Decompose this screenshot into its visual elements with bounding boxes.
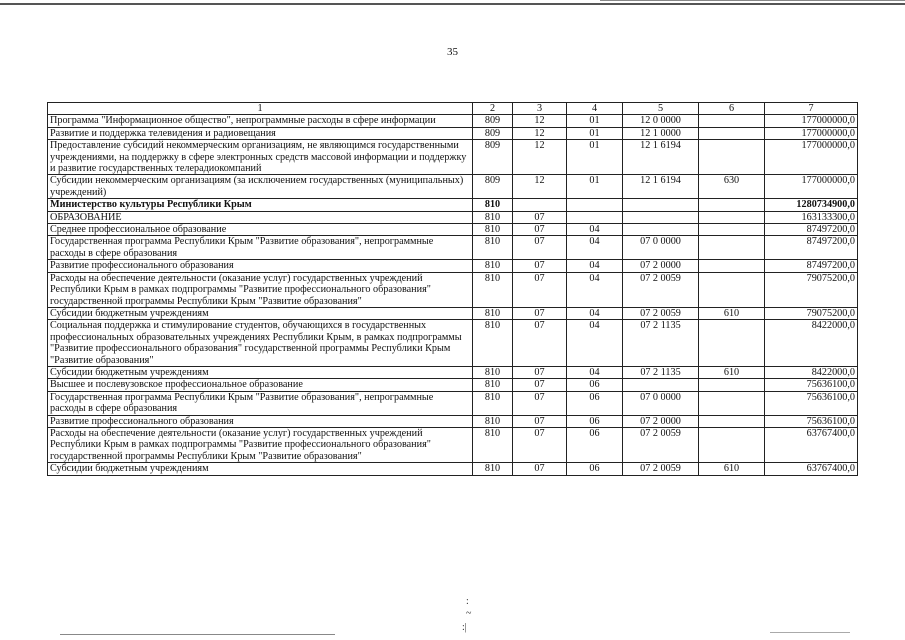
row-name-cell: Расходы на обеспечение деятельности (оказание услуг) государственных учреждений Республики Крым в рамках подпрограммы "Развитие профессионального образования" государственной программы Республики Крым "Развитие образования"	[48, 272, 473, 307]
amount-cell: 79075200,0	[765, 272, 858, 307]
row-name-cell: Министерство культуры Республики Крым	[48, 199, 473, 211]
row-name-cell: Государственная программа Республики Крым "Развитие образования", непрограммные расходы в сфере образования	[48, 236, 473, 260]
target-article-cell: 07 2 0059	[623, 463, 699, 475]
section-code-cell: 12	[513, 140, 567, 175]
expense-type-cell	[699, 260, 765, 272]
amount-cell: 177000000,0	[765, 140, 858, 175]
scan-artifact: :|	[462, 622, 467, 633]
table-row	[48, 115, 858, 127]
amount-cell: 75636100,0	[765, 415, 858, 427]
subsection-code-cell: 06	[567, 427, 623, 462]
table-header-row	[48, 103, 858, 115]
budget-table	[47, 102, 858, 476]
target-article-cell: 07 2 0000	[623, 415, 699, 427]
amount-cell: 75636100,0	[765, 391, 858, 415]
target-article-cell: 12 1 6194	[623, 175, 699, 199]
target-article-cell: 07 2 0059	[623, 272, 699, 307]
subsection-code-cell: 04	[567, 366, 623, 378]
subsection-code-cell: 06	[567, 391, 623, 415]
bottom-rule	[60, 634, 335, 635]
table-row	[48, 140, 858, 175]
section-code-cell: 12	[513, 127, 567, 139]
target-article-cell: 07 2 0000	[623, 260, 699, 272]
target-article-cell: 07 0 0000	[623, 391, 699, 415]
table-row	[48, 415, 858, 427]
header-cell: 6	[699, 103, 765, 115]
table-row	[48, 199, 858, 211]
expense-type-cell: 610	[699, 463, 765, 475]
table-row	[48, 224, 858, 236]
header-cell: 5	[623, 103, 699, 115]
subsection-code-cell: 06	[567, 379, 623, 391]
row-name-cell: Предоставление субсидий некоммерческим организациям, не являющимся государственными учреждениями, на поддержку в сфере электронных средств массовой информации и поддержку и развитие государственных телерадиокомпаний	[48, 140, 473, 175]
main-admin-code-cell: 809	[473, 127, 513, 139]
table-row	[48, 272, 858, 307]
section-code-cell: 12	[513, 115, 567, 127]
amount-cell: 87497200,0	[765, 224, 858, 236]
header-cell: 1	[48, 103, 473, 115]
section-code-cell: 12	[513, 175, 567, 199]
bottom-rule-right	[770, 632, 850, 633]
section-code-cell: 07	[513, 415, 567, 427]
section-code-cell: 07	[513, 391, 567, 415]
amount-cell: 177000000,0	[765, 127, 858, 139]
row-name-cell: Расходы на обеспечение деятельности (оказание услуг) государственных учреждений Республики Крым в рамках подпрограммы "Развитие профессионального образования" государственной программы Республики Крым "Развитие образования"	[48, 427, 473, 462]
expense-type-cell	[699, 236, 765, 260]
target-article-cell: 07 2 1135	[623, 366, 699, 378]
target-article-cell: 07 2 0059	[623, 307, 699, 319]
expense-type-cell: 630	[699, 175, 765, 199]
subsection-code-cell: 06	[567, 415, 623, 427]
row-name-cell: Субсидии бюджетным учреждениям	[48, 366, 473, 378]
expense-type-cell	[699, 391, 765, 415]
section-code-cell: 07	[513, 224, 567, 236]
target-article-cell: 12 0 0000	[623, 115, 699, 127]
expense-type-cell	[699, 379, 765, 391]
amount-cell: 1280734900,0	[765, 199, 858, 211]
table-row	[48, 320, 858, 367]
section-code-cell	[513, 199, 567, 211]
page-number: 35	[447, 46, 458, 58]
table-row	[48, 175, 858, 199]
target-article-cell	[623, 224, 699, 236]
row-name-cell: Среднее профессиональное образование	[48, 224, 473, 236]
amount-cell: 75636100,0	[765, 379, 858, 391]
expense-type-cell	[699, 427, 765, 462]
expense-type-cell	[699, 320, 765, 367]
amount-cell: 63767400,0	[765, 463, 858, 475]
header-cell: 4	[567, 103, 623, 115]
row-name-cell: Социальная поддержка и стимулирование студентов, обучающихся в государственных профессиональных образовательных учреждениях Республики Крым, в рамках подпрограммы "Развитие профессионального образования" государственной программы Республики Крым "Развитие образования"	[48, 320, 473, 367]
amount-cell: 63767400,0	[765, 427, 858, 462]
expense-type-cell	[699, 140, 765, 175]
amount-cell: 8422000,0	[765, 320, 858, 367]
amount-cell: 87497200,0	[765, 260, 858, 272]
main-admin-code-cell: 810	[473, 391, 513, 415]
expense-type-cell	[699, 199, 765, 211]
section-code-cell: 07	[513, 272, 567, 307]
main-admin-code-cell: 809	[473, 175, 513, 199]
table-row	[48, 211, 858, 223]
main-admin-code-cell: 810	[473, 463, 513, 475]
row-name-cell: Развитие и поддержка телевидения и радиовещания	[48, 127, 473, 139]
table-body	[48, 115, 858, 475]
main-admin-code-cell: 810	[473, 211, 513, 223]
section-code-cell: 07	[513, 260, 567, 272]
subsection-code-cell: 01	[567, 175, 623, 199]
main-admin-code-cell: 810	[473, 260, 513, 272]
target-article-cell: 07 2 0059	[623, 427, 699, 462]
subsection-code-cell: 06	[567, 463, 623, 475]
main-admin-code-cell: 810	[473, 199, 513, 211]
main-admin-code-cell: 809	[473, 140, 513, 175]
expense-type-cell	[699, 127, 765, 139]
main-admin-code-cell: 810	[473, 320, 513, 367]
main-admin-code-cell: 810	[473, 366, 513, 378]
subsection-code-cell: 04	[567, 236, 623, 260]
section-code-cell: 07	[513, 211, 567, 223]
table-row	[48, 307, 858, 319]
subsection-code-cell: 01	[567, 140, 623, 175]
subsection-code-cell: 04	[567, 320, 623, 367]
target-article-cell	[623, 211, 699, 223]
row-name-cell: Субсидии бюджетным учреждениям	[48, 463, 473, 475]
row-name-cell: Программа "Информационное общество", непрограммные расходы в сфере информации	[48, 115, 473, 127]
target-article-cell	[623, 379, 699, 391]
subsection-code-cell: 04	[567, 260, 623, 272]
table-row	[48, 379, 858, 391]
amount-cell: 8422000,0	[765, 366, 858, 378]
table-row	[48, 366, 858, 378]
row-name-cell: ОБРАЗОВАНИЕ	[48, 211, 473, 223]
amount-cell: 177000000,0	[765, 115, 858, 127]
main-admin-code-cell: 810	[473, 236, 513, 260]
amount-cell: 79075200,0	[765, 307, 858, 319]
header-cell: 2	[473, 103, 513, 115]
main-admin-code-cell: 810	[473, 415, 513, 427]
expense-type-cell	[699, 115, 765, 127]
main-admin-code-cell: 810	[473, 307, 513, 319]
table-row	[48, 391, 858, 415]
scan-artifact: ~	[466, 608, 472, 619]
top-rule	[0, 3, 905, 5]
target-article-cell: 12 1 6194	[623, 140, 699, 175]
row-name-cell: Субсидии бюджетным учреждениям	[48, 307, 473, 319]
header-cell: 7	[765, 103, 858, 115]
main-admin-code-cell: 810	[473, 379, 513, 391]
subsection-code-cell	[567, 211, 623, 223]
target-article-cell	[623, 199, 699, 211]
section-code-cell: 07	[513, 366, 567, 378]
amount-cell: 177000000,0	[765, 175, 858, 199]
section-code-cell: 07	[513, 427, 567, 462]
table-row	[48, 236, 858, 260]
table-row	[48, 427, 858, 462]
table-row	[48, 260, 858, 272]
amount-cell: 87497200,0	[765, 236, 858, 260]
header-cell: 3	[513, 103, 567, 115]
expense-type-cell	[699, 415, 765, 427]
expense-type-cell	[699, 224, 765, 236]
main-admin-code-cell: 810	[473, 427, 513, 462]
row-name-cell: Государственная программа Республики Крым "Развитие образования", непрограммные расходы в сфере образования	[48, 391, 473, 415]
section-code-cell: 07	[513, 320, 567, 367]
expense-type-cell	[699, 211, 765, 223]
scan-artifact: :	[466, 596, 469, 607]
table-row	[48, 463, 858, 475]
amount-cell: 163133300,0	[765, 211, 858, 223]
target-article-cell: 07 0 0000	[623, 236, 699, 260]
row-name-cell: Высшее и послевузовское профессиональное образование	[48, 379, 473, 391]
main-admin-code-cell: 810	[473, 272, 513, 307]
section-code-cell: 07	[513, 307, 567, 319]
subsection-code-cell: 01	[567, 127, 623, 139]
expense-type-cell: 610	[699, 307, 765, 319]
subsection-code-cell: 01	[567, 115, 623, 127]
row-name-cell: Субсидии некоммерческим организациям (за исключением государственных (муниципальных) учреждений)	[48, 175, 473, 199]
expense-type-cell	[699, 272, 765, 307]
top-rule-thin	[600, 0, 905, 1]
expense-type-cell: 610	[699, 366, 765, 378]
section-code-cell: 07	[513, 463, 567, 475]
row-name-cell: Развитие профессионального образования	[48, 260, 473, 272]
subsection-code-cell: 04	[567, 224, 623, 236]
main-admin-code-cell: 809	[473, 115, 513, 127]
target-article-cell: 12 1 0000	[623, 127, 699, 139]
subsection-code-cell	[567, 199, 623, 211]
row-name-cell: Развитие профессионального образования	[48, 415, 473, 427]
target-article-cell: 07 2 1135	[623, 320, 699, 367]
section-code-cell: 07	[513, 236, 567, 260]
subsection-code-cell: 04	[567, 307, 623, 319]
table-row	[48, 127, 858, 139]
subsection-code-cell: 04	[567, 272, 623, 307]
section-code-cell: 07	[513, 379, 567, 391]
main-admin-code-cell: 810	[473, 224, 513, 236]
